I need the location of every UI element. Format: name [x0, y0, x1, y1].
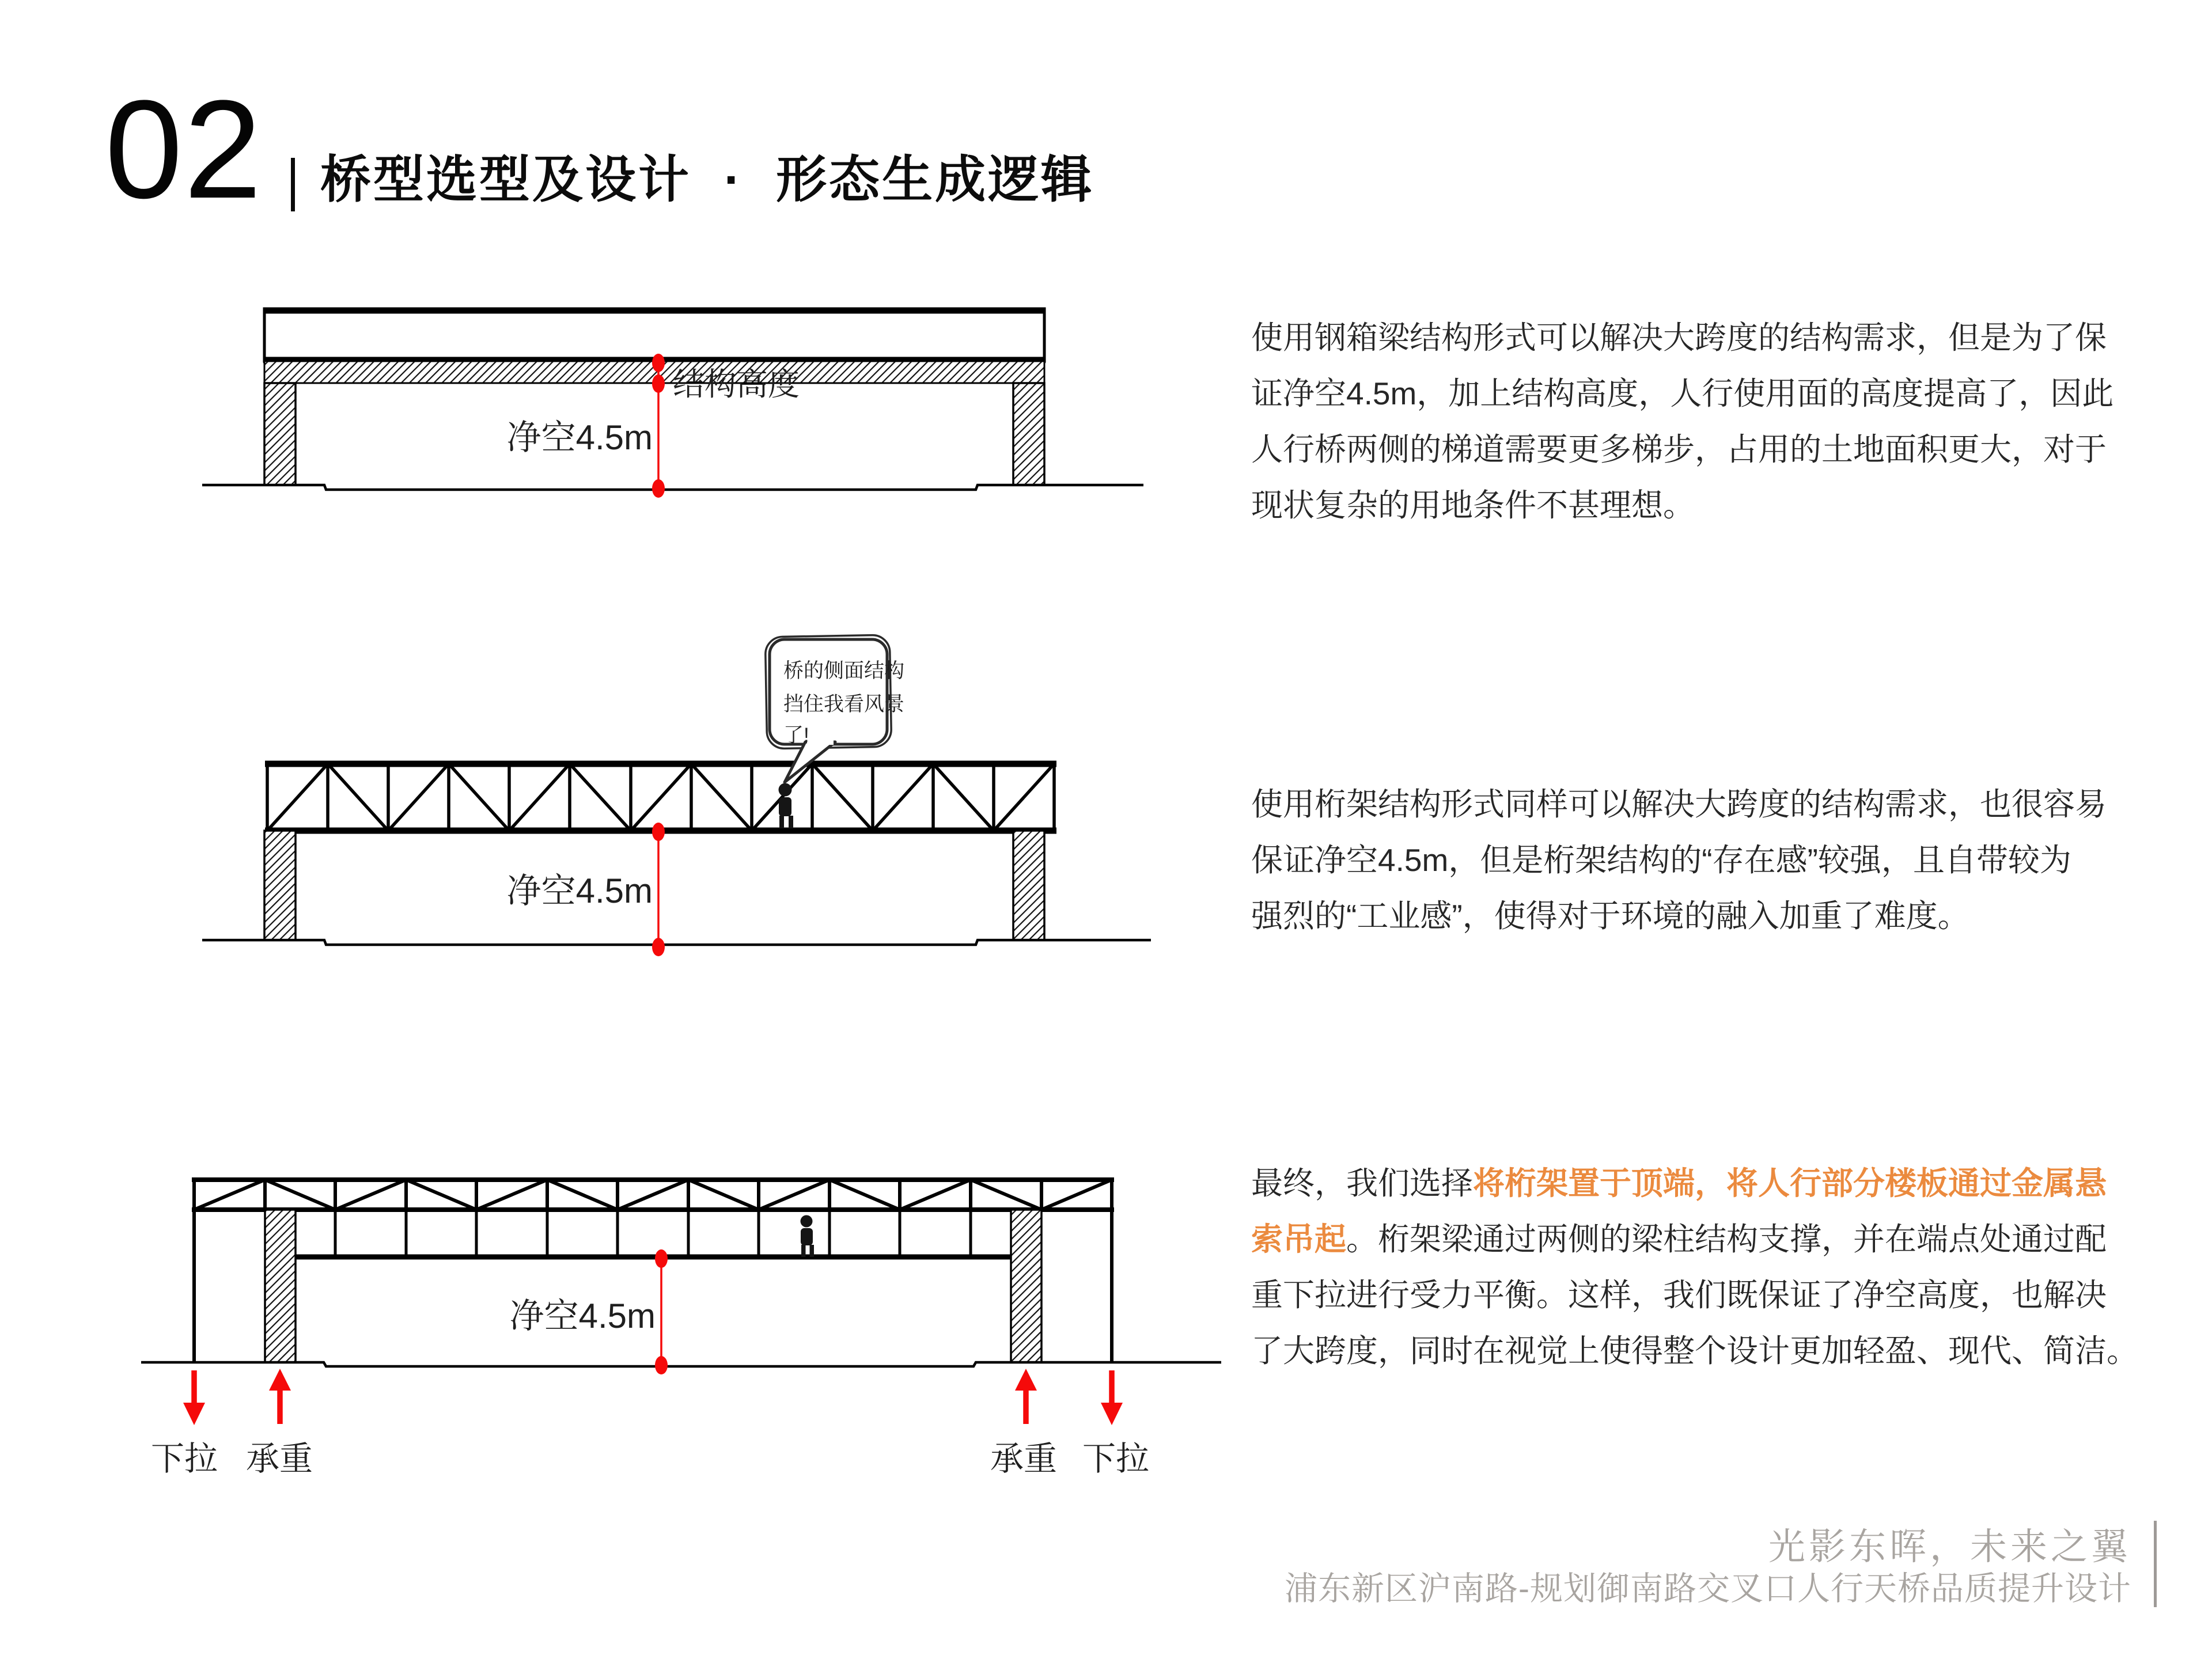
- clearance-label: 净空4.5m: [509, 1297, 656, 1335]
- right-pier: [1013, 383, 1044, 485]
- text-line: 强烈的“工业感”，使得对于环境的融入加重了难度。: [1251, 898, 1969, 934]
- bubble-text-line2: 挡住我看风景: [783, 693, 905, 715]
- left-pier: [264, 831, 296, 940]
- text-line: 使用钢箱梁结构形式可以解决大跨度的结构需求，但是为了保: [1251, 320, 2107, 355]
- paragraph-final-choice: [1251, 1153, 2212, 1376]
- tension-edges: [194, 1210, 1112, 1362]
- text-line: 索吊起 。桁架梁通过两侧的梁柱结构支撑，并在端点处通过配: [1251, 1221, 2107, 1257]
- right-pier: [1013, 831, 1044, 940]
- text-line: 保证净空4.5m，但是桁架结构的“存在感”较强，且自带较为: [1251, 842, 2071, 878]
- right-pier: [1011, 1210, 1041, 1362]
- ground-line: [202, 485, 1143, 490]
- pedestrian-figure: [801, 1215, 815, 1257]
- footer-slogan: 光影东晖，未来之翼: [1768, 1526, 2131, 1569]
- page-title: 桥型选型及设计 · 形态生成逻辑: [320, 151, 1094, 208]
- diagram-box-girder: [173, 276, 1181, 518]
- text-line: 证净空4.5m，加上结构高度，人行使用面的高度提高了，因此: [1251, 376, 2114, 411]
- load-bearing-label-right: 承重: [990, 1440, 1058, 1478]
- ground-line: [202, 940, 1151, 945]
- pull-down-label-left: 下拉: [150, 1440, 218, 1478]
- footer-project-name: 浦东新区沪南路-规划御南路交叉口人行天桥品质提升设计: [1285, 1570, 2131, 1607]
- text-line: 现状复杂的用地条件不甚理想。: [1251, 487, 1695, 523]
- left-pier: [265, 1210, 296, 1362]
- pedestrian-figure: [779, 783, 794, 829]
- text-line: 使用桁架结构形式同样可以解决大跨度的结构需求，也很容易: [1251, 786, 2107, 822]
- pull-down-label-right: 下拉: [1082, 1440, 1150, 1478]
- paragraph-truss: [1251, 774, 2212, 941]
- bubble-text-line3: 了!: [783, 724, 809, 747]
- paragraph-box-girder: [1251, 307, 2212, 531]
- ground-line: [141, 1362, 1221, 1366]
- truss-web: [267, 764, 1054, 831]
- diagram-truss: [173, 622, 1181, 979]
- clearance-label: 净空4.5m: [506, 418, 653, 457]
- dimension-line-red: [652, 823, 665, 956]
- force-arrows: [183, 1369, 1123, 1425]
- text-line: 最终，我们选择 将桁架置于顶端，将人行部分楼板通过金属悬: [1251, 1165, 2107, 1201]
- left-pier: [264, 383, 296, 485]
- dimension-line-red: [655, 1249, 668, 1374]
- text-line: 重下拉进行受力平衡。这样，我们既保证了净空高度，也解决: [1251, 1277, 2107, 1313]
- text-line: 了大跨度，同时在视觉上使得整个设计更加轻盈、现代、简洁。: [1251, 1333, 2139, 1369]
- diagram-suspended-deck: [115, 1141, 1238, 1498]
- deck-hangers: [335, 1211, 971, 1257]
- section-number: 02: [105, 71, 263, 228]
- footer-divider-bar: [2154, 1521, 2157, 1607]
- text-line: 人行桥两侧的梯道需要更多梯步，占用的土地面积更大，对于: [1251, 431, 2107, 467]
- structure-height-label: 结构高度: [673, 366, 800, 402]
- girder-box: [263, 309, 1046, 361]
- bubble-text-line1: 桥的侧面结构: [783, 660, 905, 682]
- clearance-label: 净空4.5m: [506, 872, 653, 910]
- load-bearing-label-left: 承重: [245, 1440, 313, 1478]
- truss-web: [194, 1180, 1112, 1210]
- title-divider-bar: [291, 158, 295, 211]
- speech-bubble: [765, 635, 904, 782]
